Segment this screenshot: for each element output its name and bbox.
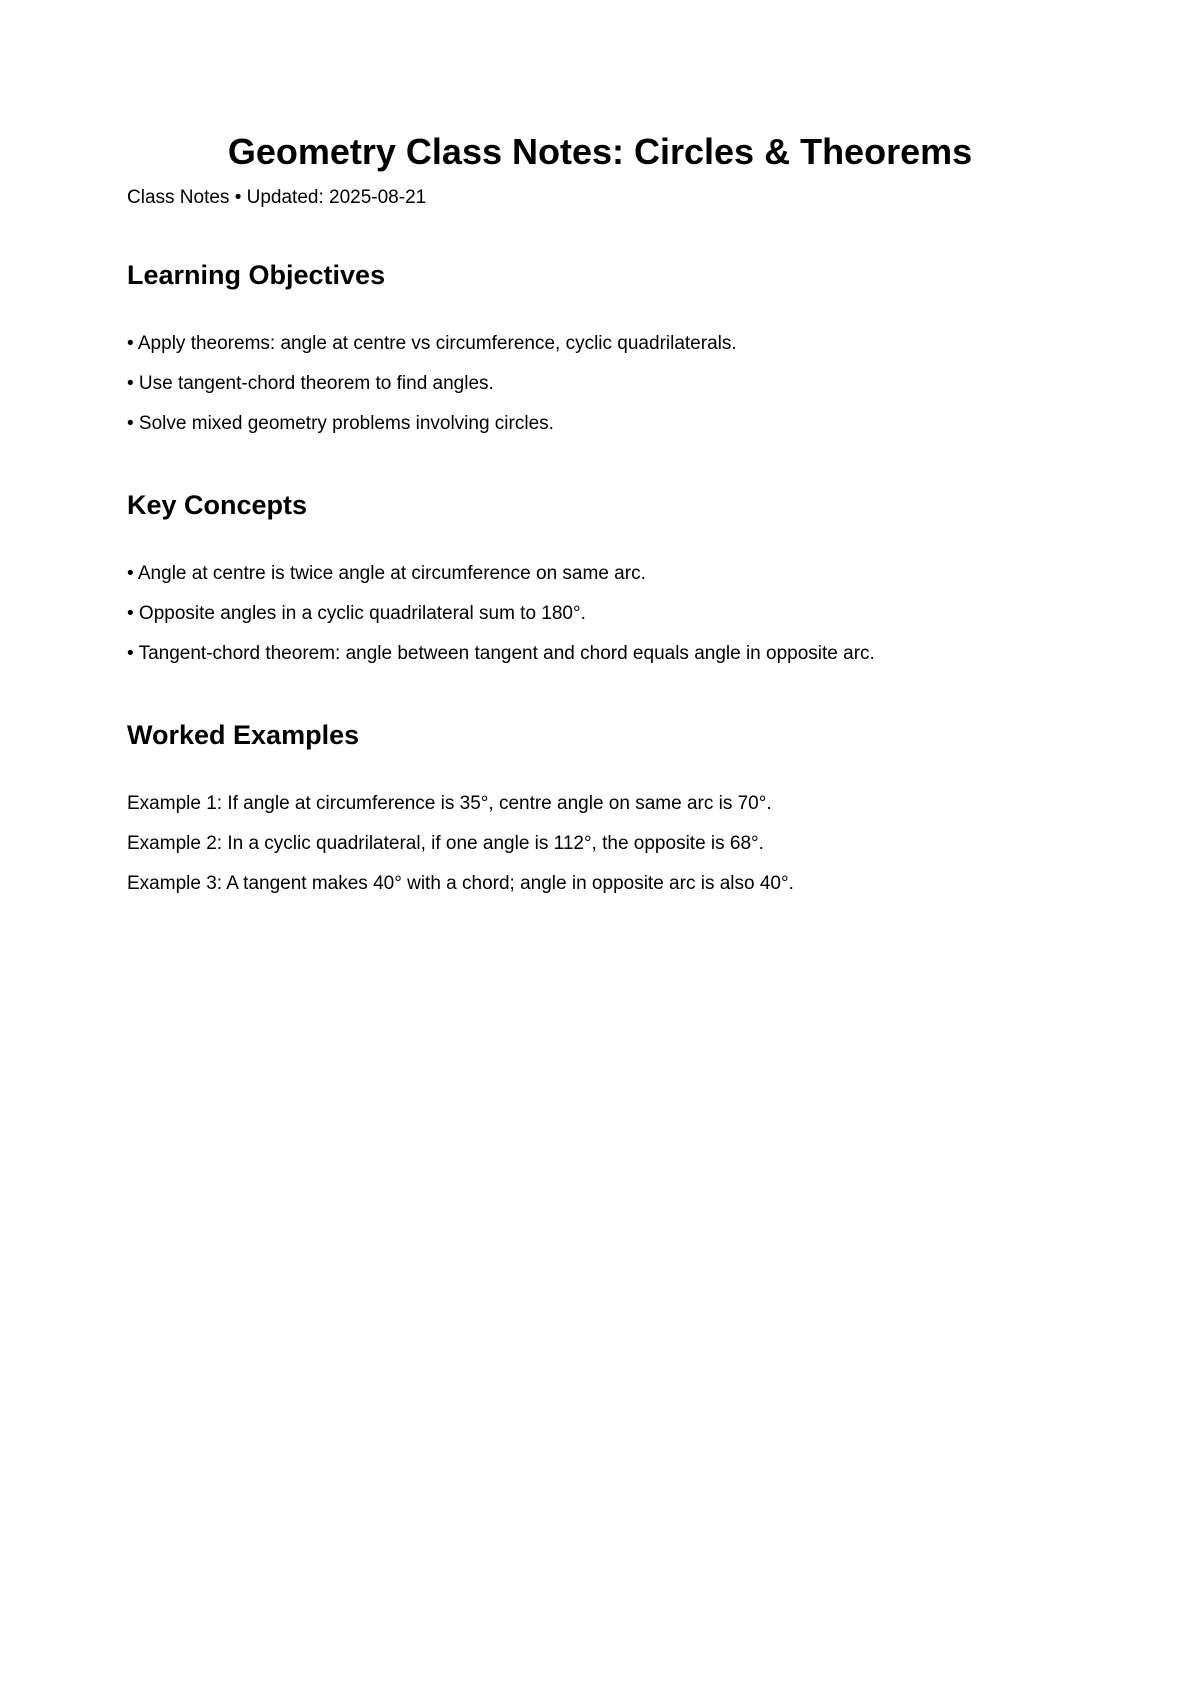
example-line: Example 2: In a cyclic quadrilateral, if one angle is 112°, the opposite is 68°. [127,833,764,854]
example-line: Example 3: A tangent makes 40° with a chord; angle in opposite arc is also 40°. [127,873,794,894]
section-heading-worked-examples: Worked Examples [127,720,360,750]
example-line: Example 1: If angle at circumference is 35°, centre angle on same arc is 70°. [127,793,772,814]
list-item: • Apply theorems: angle at centre vs circumference, cyclic quadrilaterals. [127,333,737,354]
list-item: • Tangent-chord theorem: angle between tangent and chord equals angle in opposite arc. [127,643,875,664]
section-heading-key-concepts: Key Concepts [127,490,308,520]
list-item: • Angle at centre is twice angle at circumference on same arc. [127,563,646,584]
section-heading-learning-objectives: Learning Objectives [127,260,386,290]
list-item: • Solve mixed geometry problems involving circles. [127,413,554,434]
page-title: Geometry Class Notes: Circles & Theorems [227,131,973,172]
list-item: • Use tangent-chord theorem to find angles. [127,373,494,394]
list-item: • Opposite angles in a cyclic quadrilateral sum to 180°. [127,603,586,624]
document-meta: Class Notes • Updated: 2025-08-21 [127,187,427,208]
